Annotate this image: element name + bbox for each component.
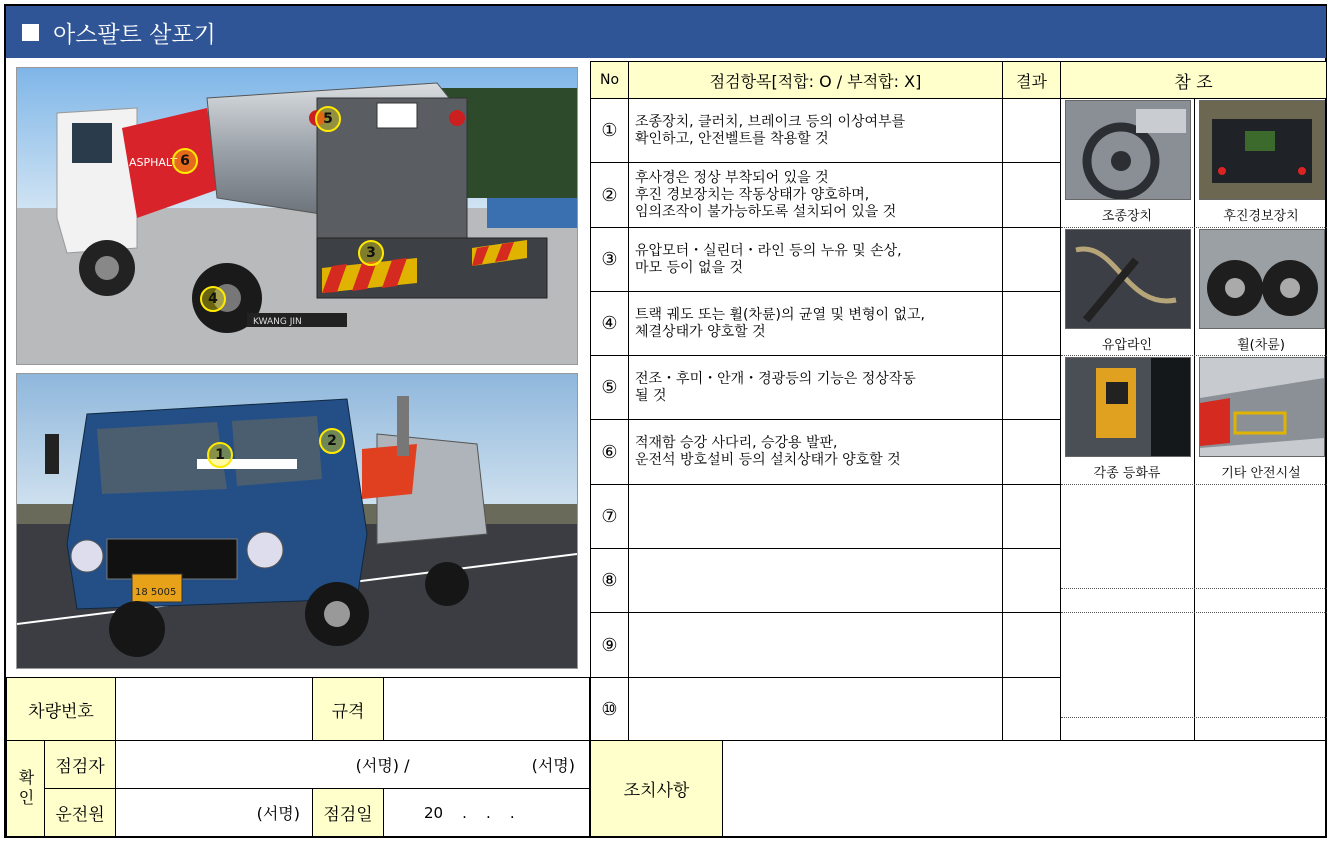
ref-caption-3: 유압라인 <box>1101 338 1153 353</box>
row-3-item: 유압모터・실린더・라인 등의 누유 및 손상, 마모 등이 없을 것 <box>628 227 1003 292</box>
marker-5: 5 <box>315 106 341 132</box>
confirm-label <box>6 740 45 837</box>
spec-label: 규격 <box>312 677 384 741</box>
header-item: 점검항목[적합: O / 부적합: X] <box>628 61 1003 99</box>
row-1-result[interactable] <box>1002 98 1061 163</box>
ref-caption-6: 기타 안전시설 <box>1221 466 1301 481</box>
truck-rear-photo <box>16 67 578 365</box>
marker-6: 6 <box>172 148 198 174</box>
date-label: 점검일 <box>312 788 384 837</box>
row-6-item: 적재함 승강 사다리, 승강용 발판, 운전석 방호설비 등의 설치상태가 양호할 것 <box>628 419 1003 485</box>
ref-caption-2: 후진경보장치 <box>1223 209 1299 224</box>
ref-img-lights <box>1065 357 1191 457</box>
spec-field[interactable] <box>383 677 590 741</box>
driver-sign-field[interactable]: (서명) <box>115 788 313 837</box>
brand-text: KWANG JIN <box>253 317 302 327</box>
row-10-result[interactable] <box>1002 677 1061 741</box>
row-10-no: ⑩ <box>590 677 629 741</box>
row-2-no: ② <box>590 162 629 228</box>
row-4-item: 트랙 궤도 또는 휠(차륜)의 균열 및 변형이 없고, 체결상태가 양호할 것 <box>628 291 1003 356</box>
square-bullet-icon <box>22 24 39 41</box>
header-reference: 참 조 <box>1060 61 1327 99</box>
row-3-no: ③ <box>590 227 629 292</box>
row-1-item: 조종장치, 클러치, 브레이크 등의 이상여부를 확인하고, 안전벨트를 착용할 것 <box>628 98 1003 163</box>
ref-divider-5 <box>1061 612 1327 613</box>
ref-divider-6 <box>1061 717 1327 718</box>
row-5-no: ⑤ <box>590 355 629 420</box>
row-5-result[interactable] <box>1002 355 1061 420</box>
ref-img-reverse-alarm <box>1199 100 1325 200</box>
ref-img-wheel <box>1199 229 1325 329</box>
date-field[interactable]: 20 . . . <box>383 788 590 837</box>
ref-divider-4 <box>1061 588 1327 589</box>
row-9-item[interactable] <box>628 612 1003 678</box>
ref-img-steering <box>1065 100 1191 200</box>
row-8-item[interactable] <box>628 548 1003 613</box>
row-1-no: ① <box>590 98 629 163</box>
ref-divider-3 <box>1061 484 1327 485</box>
row-4-no: ④ <box>590 291 629 356</box>
row-9-no: ⑨ <box>590 612 629 678</box>
ref-caption-4: 휠(차륜) <box>1237 338 1285 353</box>
row-2-result[interactable] <box>1002 162 1061 228</box>
row-7-result[interactable] <box>1002 484 1061 549</box>
reference-divider <box>1194 98 1195 741</box>
ref-img-hydraulic <box>1065 229 1191 329</box>
inspector-sign-field[interactable]: (서명) / (서명) <box>115 740 590 789</box>
ref-divider-2 <box>1061 355 1327 356</box>
plate-text: 18 5005 <box>135 587 177 598</box>
driver-label: 운전원 <box>44 788 116 837</box>
ref-divider-1 <box>1061 227 1327 228</box>
row-10-item[interactable] <box>628 677 1003 741</box>
marker-3: 3 <box>358 240 384 266</box>
marker-2: 2 <box>319 428 345 454</box>
row-8-result[interactable] <box>1002 548 1061 613</box>
ref-img-safety <box>1199 357 1325 457</box>
ref-caption-5: 각종 등화류 <box>1093 466 1161 481</box>
row-4-result[interactable] <box>1002 291 1061 356</box>
marker-4: 4 <box>200 286 226 312</box>
ref-caption-1: 조종장치 <box>1101 209 1153 224</box>
truck-front-photo <box>16 373 578 669</box>
asphalt-logo-text: ASPHALT <box>129 156 178 169</box>
header-result: 결과 <box>1002 61 1061 99</box>
row-6-result[interactable] <box>1002 419 1061 485</box>
row-5-item: 전조・후미・안개・경광등의 기능은 정상작동 될 것 <box>628 355 1003 420</box>
confirm-label-text: 확인 <box>16 768 35 809</box>
action-field[interactable] <box>722 740 1327 837</box>
marker-1: 1 <box>207 442 233 468</box>
row-7-item[interactable] <box>628 484 1003 549</box>
row-9-result[interactable] <box>1002 612 1061 678</box>
header-no: No <box>590 61 629 99</box>
page-title: 아스팔트 살포기 <box>53 21 216 48</box>
row-6-no: ⑥ <box>590 419 629 485</box>
row-8-no: ⑧ <box>590 548 629 613</box>
title-bar <box>6 6 1326 58</box>
vehicle-number-label: 차량번호 <box>6 677 116 741</box>
action-label: 조치사항 <box>590 740 723 837</box>
row-2-item: 후사경은 정상 부착되어 있을 것 후진 경보장치는 작동상태가 양호하며, 임의조작이 불가능하도록 설치되어 있을 것 <box>628 162 1003 228</box>
vehicle-number-field[interactable] <box>115 677 313 741</box>
row-7-no: ⑦ <box>590 484 629 549</box>
inspector-label: 점검자 <box>44 740 116 789</box>
row-3-result[interactable] <box>1002 227 1061 292</box>
